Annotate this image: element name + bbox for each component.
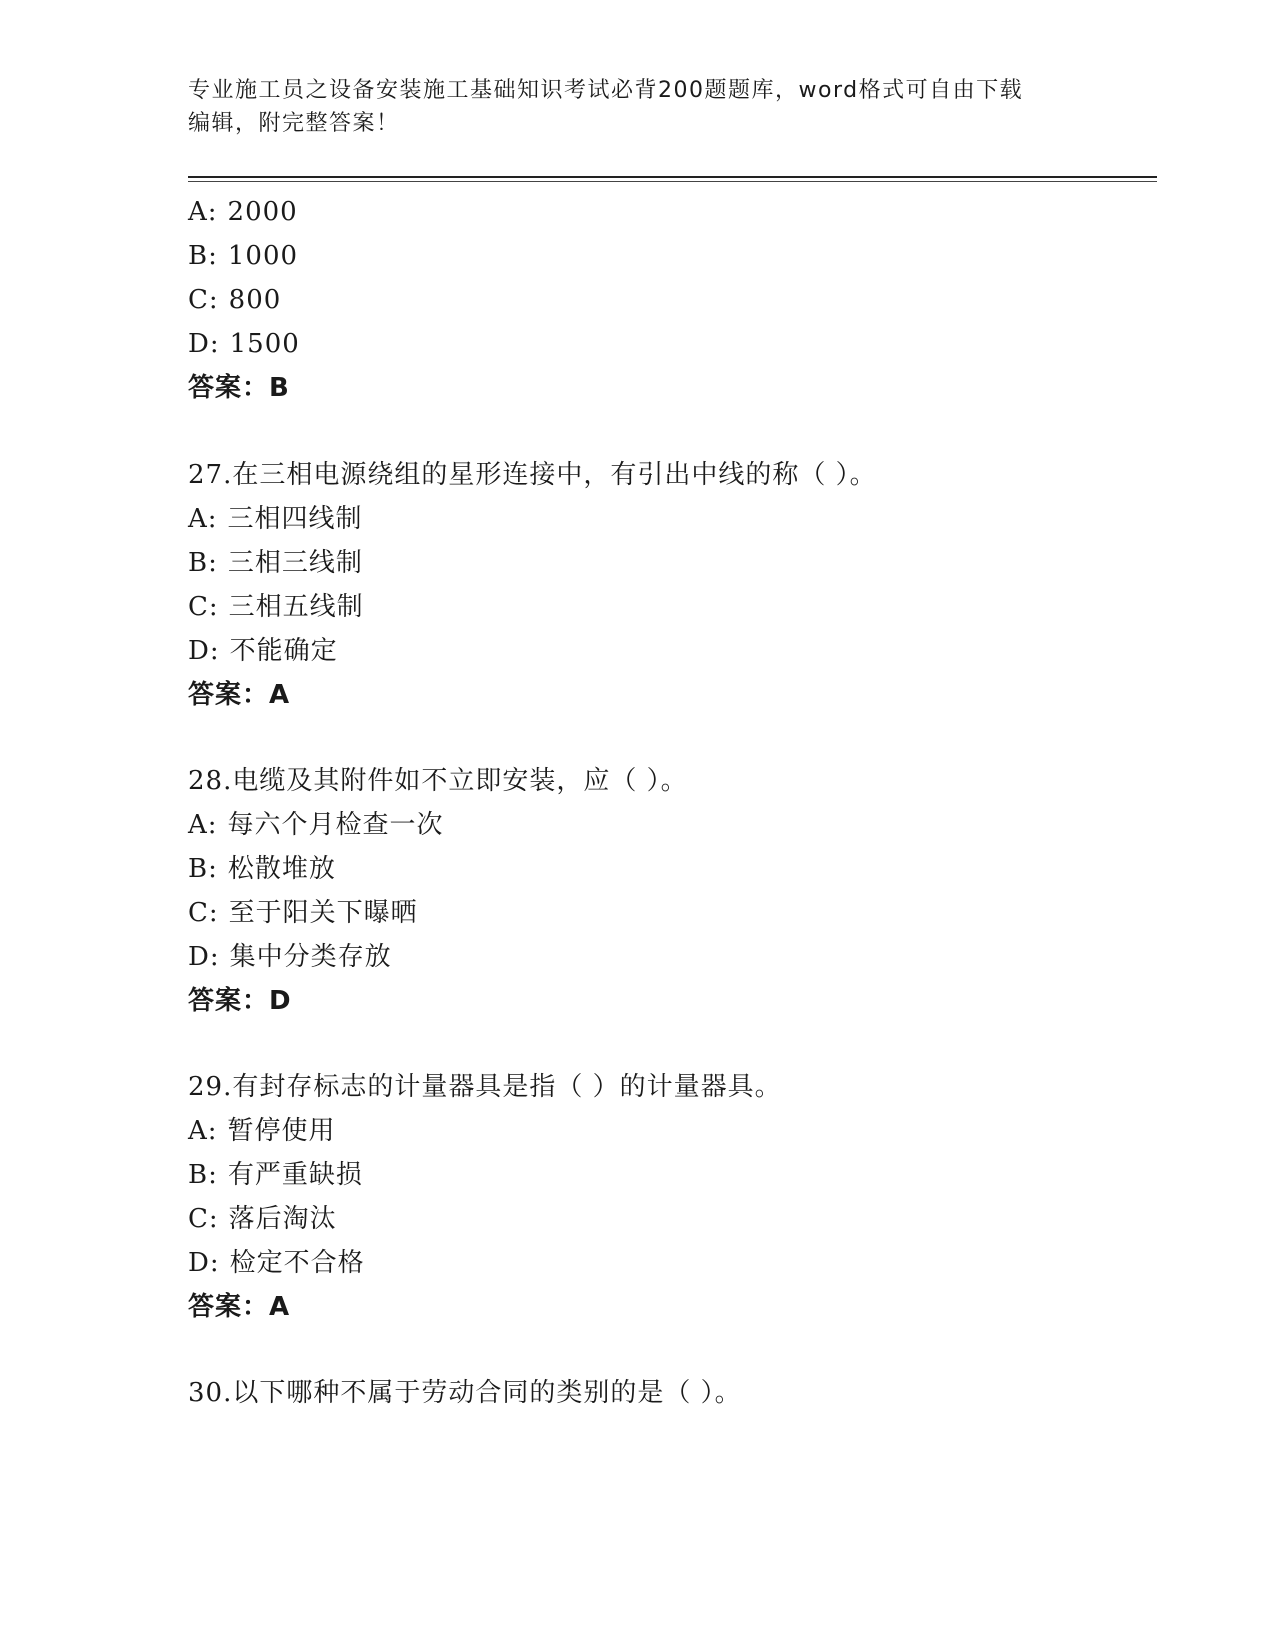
- option-a: A: 暂停使用: [188, 1116, 336, 1146]
- answer: 答案：D: [188, 986, 292, 1016]
- header-rule-thin: [188, 181, 1157, 182]
- question-30: 30.以下哪种不属于劳动合同的类别的是（ ）。: [188, 1378, 742, 1408]
- option-d: D: 集中分类存放: [188, 942, 392, 972]
- answer: 答案：A: [188, 1292, 291, 1322]
- question-28: 28.电缆及其附件如不立即安装，应（ ）。: [188, 766, 688, 796]
- header-rule-thick: [188, 176, 1157, 178]
- option-a: A: 2000: [188, 197, 298, 227]
- document-header: [188, 74, 1088, 140]
- header-line-2: 编辑，附完整答案！: [188, 111, 400, 136]
- option-a: A: 每六个月检查一次: [188, 810, 444, 840]
- option-b: B: 松散堆放: [188, 854, 336, 884]
- option-d: D: 检定不合格: [188, 1248, 365, 1278]
- option-a: A: 三相四线制: [188, 504, 363, 534]
- option-c: C: 800: [188, 285, 282, 315]
- option-b: B: 1000: [188, 241, 299, 271]
- option-d: D: 1500: [188, 329, 300, 359]
- option-b: B: 三相三线制: [188, 548, 363, 578]
- option-c: C: 落后淘汰: [188, 1204, 337, 1234]
- header-line-1: 专业施工员之设备安装施工基础知识考试必背200题题库，word格式可自由下载: [188, 78, 1024, 103]
- option-b: B: 有严重缺损: [188, 1160, 363, 1190]
- option-c: C: 三相五线制: [188, 592, 364, 622]
- option-d: D: 不能确定: [188, 636, 338, 666]
- option-c: C: 至于阳关下曝晒: [188, 898, 418, 928]
- question-27: 27.在三相电源绕组的星形连接中，有引出中线的称（ ）。: [188, 460, 877, 490]
- question-29: 29.有封存标志的计量器具是指（ ）的计量器具。: [188, 1072, 782, 1102]
- answer: 答案：B: [188, 373, 290, 403]
- answer: 答案：A: [188, 680, 291, 710]
